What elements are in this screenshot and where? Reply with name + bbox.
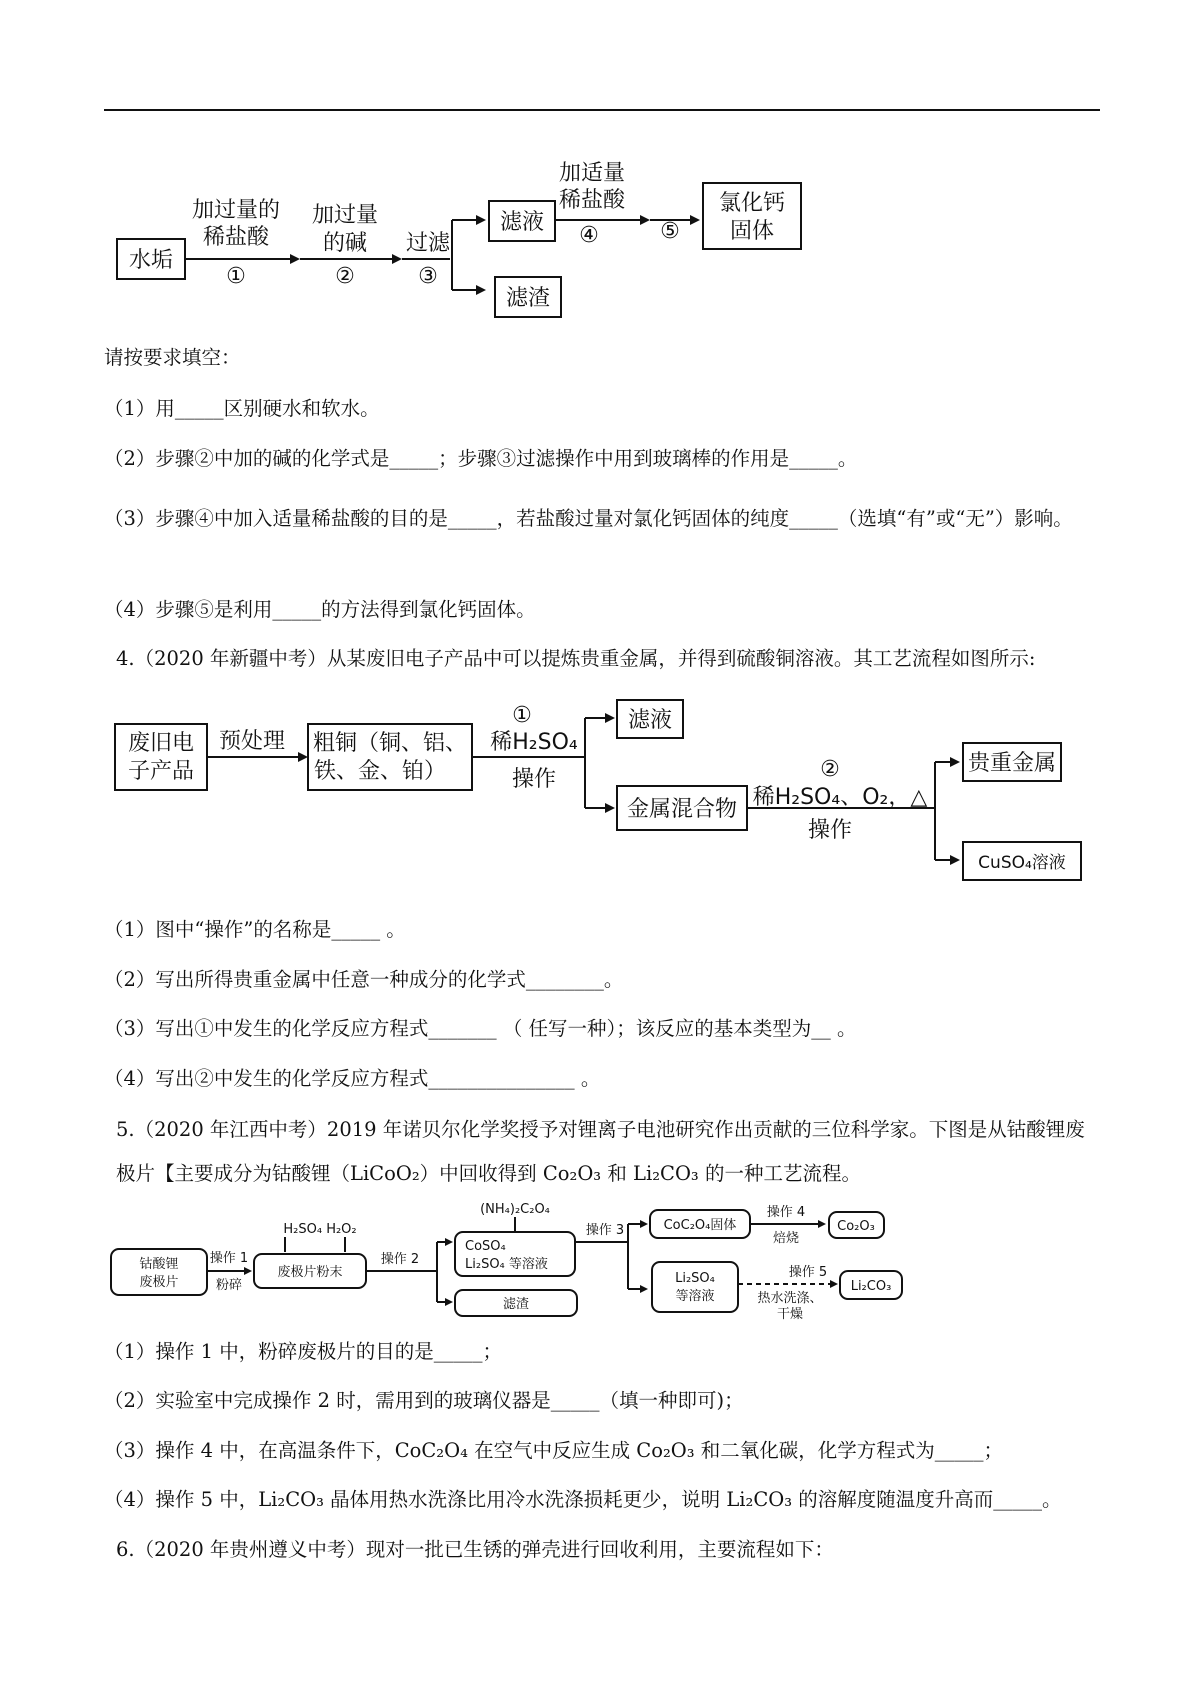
step1-line1: 加过量的	[191, 198, 281, 223]
box-li2so4-line2: 等溶液	[675, 1289, 715, 1304]
step2-line2: 的碱	[322, 231, 368, 256]
op2-3-label: 操作 2	[380, 1252, 420, 1267]
box-end-line1: 氯化钙	[718, 191, 786, 216]
box-mixture-label: 金属混合物	[626, 797, 738, 822]
q4-title: 4.（2020 年新疆中考）从某废旧电子产品中可以提炼贵重金属，并得到硫酸铜溶液。其工艺流程如图所示:	[116, 647, 1036, 670]
step1-number: ①	[226, 264, 246, 289]
op3-label: 操作 3	[585, 1223, 625, 1238]
step4-line1: 加适量	[558, 161, 626, 186]
q5-item-1: （1）操作 1 中，粉碎废极片的目的是_____；	[104, 1340, 502, 1363]
q4-item-2: （2）写出所得贵重金属中任意一种成分的化学式________。	[104, 968, 624, 991]
box-residue-label: 滤渣	[505, 286, 551, 311]
acid1-label: 稀H₂SO₄	[490, 730, 578, 755]
box-crude-line1: 粗铜（铜、铝、	[312, 731, 468, 756]
op1-3-label: 操作 1	[209, 1251, 249, 1266]
op1-label: 操作	[511, 767, 557, 792]
box-coc2o4-label: CoC₂O₄固体	[663, 1218, 737, 1233]
box-cathode-line1: 钴酸锂	[139, 1257, 179, 1272]
box-cuso4-label: CuSO₄溶液	[978, 853, 1066, 873]
step-c1: ①	[512, 703, 532, 728]
q4-item-4: （4）写出②中发生的化学反应方程式_______________ 。	[104, 1067, 601, 1090]
q5-item-2: （2）实验室中完成操作 2 时，需用到的玻璃仪器是_____（填一种即可)；	[104, 1389, 744, 1412]
box-sol1-line1: CoSO₄	[465, 1239, 506, 1254]
step2-number: ②	[335, 264, 355, 289]
box-e-waste-line1: 废旧电	[127, 731, 195, 756]
step3-label: 过滤	[405, 231, 451, 256]
q4-item-1: （1）图中“操作”的名称是_____ 。	[104, 918, 406, 941]
box-filtrate-2-label: 滤液	[627, 708, 673, 733]
op4-label: 操作 4	[766, 1205, 806, 1220]
step4-number: ④	[579, 223, 599, 248]
reagents-label: H₂SO₄ H₂O₂	[283, 1222, 357, 1237]
box-filtrate-label: 滤液	[499, 210, 545, 235]
q3-item-3: （3）步骤④中加入适量稀盐酸的目的是_____，若盐酸过量对氯化钙固体的纯度_____（选填“有”或“无”）影响。	[104, 507, 1073, 530]
box-co2o3-label: Co₂O₃	[837, 1219, 875, 1234]
wash-line2: 干燥	[776, 1307, 804, 1322]
box-li2so4-line1: Li₂SO₄	[675, 1271, 715, 1286]
oxalate-label: (NH₄)₂C₂O₄	[480, 1202, 550, 1217]
pretreat-label: 预处理	[218, 729, 286, 754]
box-end-line2: 固体	[729, 219, 775, 244]
step4-line2: 稀盐酸	[558, 188, 626, 213]
reagent2-label: 稀H₂SO₄、O₂，△	[752, 785, 928, 810]
step5-number: ⑤	[660, 219, 680, 244]
q5-item-4: （4）操作 5 中，Li₂CO₃ 晶体用热水洗涤比用冷水洗涤损耗更少，说明 Li₂CO₃ 的溶解度随温度升高而_____。	[104, 1488, 1062, 1511]
box-e-waste-line2: 子产品	[127, 759, 195, 784]
q5-item-3: （3）操作 4 中，在高温条件下，CoC₂O₄ 在空气中反应生成 Co₂O₃ 和二氧化碳，化学方程式为_____；	[104, 1439, 1004, 1462]
box-residue-3-label: 滤渣	[502, 1297, 530, 1312]
q3-item-2: （2）步骤②中加的碱的化学式是_____；步骤③过滤操作中用到玻璃棒的作用是_____。	[104, 447, 858, 470]
box-precious-label: 贵重金属	[967, 751, 1057, 776]
box-cathode-line2: 废极片	[139, 1275, 179, 1290]
op2-label: 操作	[807, 818, 853, 843]
op5-label: 操作 5	[788, 1265, 828, 1280]
q6-title: 6.（2020 年贵州遵义中考）现对一批已生锈的弹壳进行回收利用，主要流程如下：	[116, 1538, 834, 1561]
box-sol1-line2: Li₂SO₄ 等溶液	[465, 1257, 548, 1272]
roast-label: 焙烧	[772, 1231, 800, 1246]
crush-label: 粉碎	[215, 1278, 243, 1293]
q3-item-1: （1）用_____区别硬水和软水。	[104, 397, 380, 420]
box-start-label: 水垢	[128, 248, 174, 273]
box-powder-label: 废极片粉末	[277, 1265, 343, 1280]
q3-intro: 请按要求填空：	[104, 346, 241, 369]
q3-item-4: （4）步骤⑤是利用_____的方法得到氯化钙固体。	[104, 598, 536, 621]
box-li2co3-label: Li₂CO₃	[850, 1279, 892, 1294]
q4-item-3: （3）写出①中发生的化学反应方程式_______ （ 任写一种）；该反应的基本类型为__ 。	[104, 1017, 857, 1040]
step1-line2: 稀盐酸	[202, 225, 270, 250]
step2-line1: 加过量	[311, 203, 379, 228]
step-c2: ②	[820, 757, 840, 782]
wash-line1: 热水洗涤、	[757, 1291, 823, 1306]
box-li2so4	[652, 1262, 738, 1312]
q5-title: 5.（2020 年江西中考）2019 年诺贝尔化学奖授予对锂离子电池研究作出贡献的三位科学家。下图是从钴酸锂废极片【主要成分为钴酸锂（LiCoO₂）中回收得到 Co₂O₃ 和 Li₂CO₃ 的一种工艺流程。	[116, 1118, 1085, 1185]
box-crude-line2: 铁、金、铂）	[313, 759, 447, 784]
step3-number: ③	[418, 264, 438, 289]
